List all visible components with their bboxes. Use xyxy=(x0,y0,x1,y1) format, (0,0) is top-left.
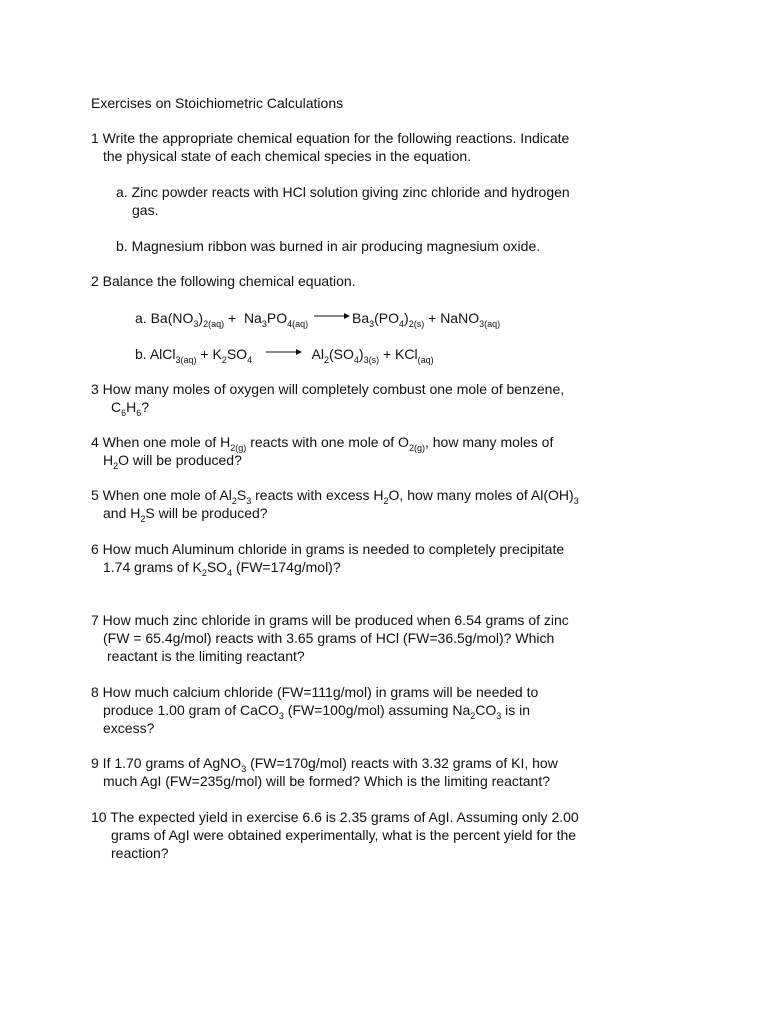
q6-line-1: 6 How much Aluminum chloride in grams is needed to completely precipitate xyxy=(91,541,565,557)
q5-line-2: and $H_2S$ will be produced? xyxy=(103,505,268,524)
q3-line-1: 3 How many moles of oxygen will completely combust one mole of benzene, xyxy=(91,381,565,397)
q7-line-2: (FW = 65.4g/mol) reacts with 3.65 grams of HCl (FW=36.5g/mol)? Which xyxy=(103,630,555,646)
q8-line-3: excess? xyxy=(103,720,155,736)
q10-line-1: 10 The expected yield in exercise 6.6 is 2.35 grams of AgI. Assuming only 2.00 xyxy=(91,809,579,825)
q9-line-1: 9 If 1.70 grams of AgNO$_3$ (FW=170g/mol) reacts with 3.32 grams of KI, how xyxy=(91,755,558,774)
q10-line-3: reaction? xyxy=(111,845,169,861)
q2a-label: a. xyxy=(135,310,147,326)
q2a-equation: a. $Ba(NO_3)_{2(aq)} + Na_3PO_{4(aq)}$ $Ba_3(PO_4)_{2(s)}$ + NaNO$_{3(aq)}$ xyxy=(135,310,501,329)
q9-line-2: much AgI (FW=235g/mol) will be formed? Which is the limiting reactant? xyxy=(103,773,551,789)
q4-line-1: 4 When one mole of $H_{2(g)}$ reacts with one mole of $O_{2(g)}$, how many moles of xyxy=(91,434,554,453)
q4-line-2: $H_2O$ will be produced? xyxy=(103,452,242,471)
q1-line-1: 1 Write the appropriate chemical equation for the following reactions. Indicate xyxy=(91,130,570,146)
q2b-equation: b. AlCl$_{3(aq)}$ + $K_2SO_4$ $Al_2(SO_4)_{3(s)} + KCl_{(aq)}$ xyxy=(135,346,434,365)
q10-line-2: grams of AgI were obtained experimentally, what is the percent yield for the xyxy=(111,827,577,843)
q2-line-1: 2 Balance the following chemical equation. xyxy=(91,273,356,289)
q6-line-2: 1.74 grams of $K_2SO_4$ (FW=174g/mol)? xyxy=(103,559,341,578)
q1b-line-1: b. Magnesium ribbon was burned in air producing magnesium oxide. xyxy=(116,238,541,254)
q2b-label: b. xyxy=(135,346,147,362)
q7-line-1: 7 How much zinc chloride in grams will be produced when 6.54 grams of zinc xyxy=(91,612,569,628)
q1a-line-2: gas. xyxy=(132,202,159,218)
q5-line-1: 5 When one mole of $Al_2S_3$ reacts with excess $H_2O$, how many moles of $Al(OH)_3$ xyxy=(91,487,579,506)
q3-line-2: $C_6H_6$? xyxy=(111,399,150,418)
q8-line-1: 8 How much calcium chloride (FW=111g/mol) in grams will be needed to xyxy=(91,684,539,700)
q1a-line-1: a. Zinc powder reacts with HCl solution giving zinc chloride and hydrogen xyxy=(116,184,570,200)
reaction-arrow-icon xyxy=(314,312,350,320)
q1-line-2: the physical state of each chemical species in the equation. xyxy=(103,148,472,164)
q8-line-2: produce 1.00 gram of CaCO$_3$ (FW=100g/mol) assuming $Na_2CO_3$ is in xyxy=(103,702,531,721)
q7-line-3: reactant is the limiting reactant? xyxy=(107,648,305,664)
reaction-arrow-icon xyxy=(266,348,302,356)
worksheet-title: Exercises on Stoichiometric Calculations xyxy=(91,95,344,111)
